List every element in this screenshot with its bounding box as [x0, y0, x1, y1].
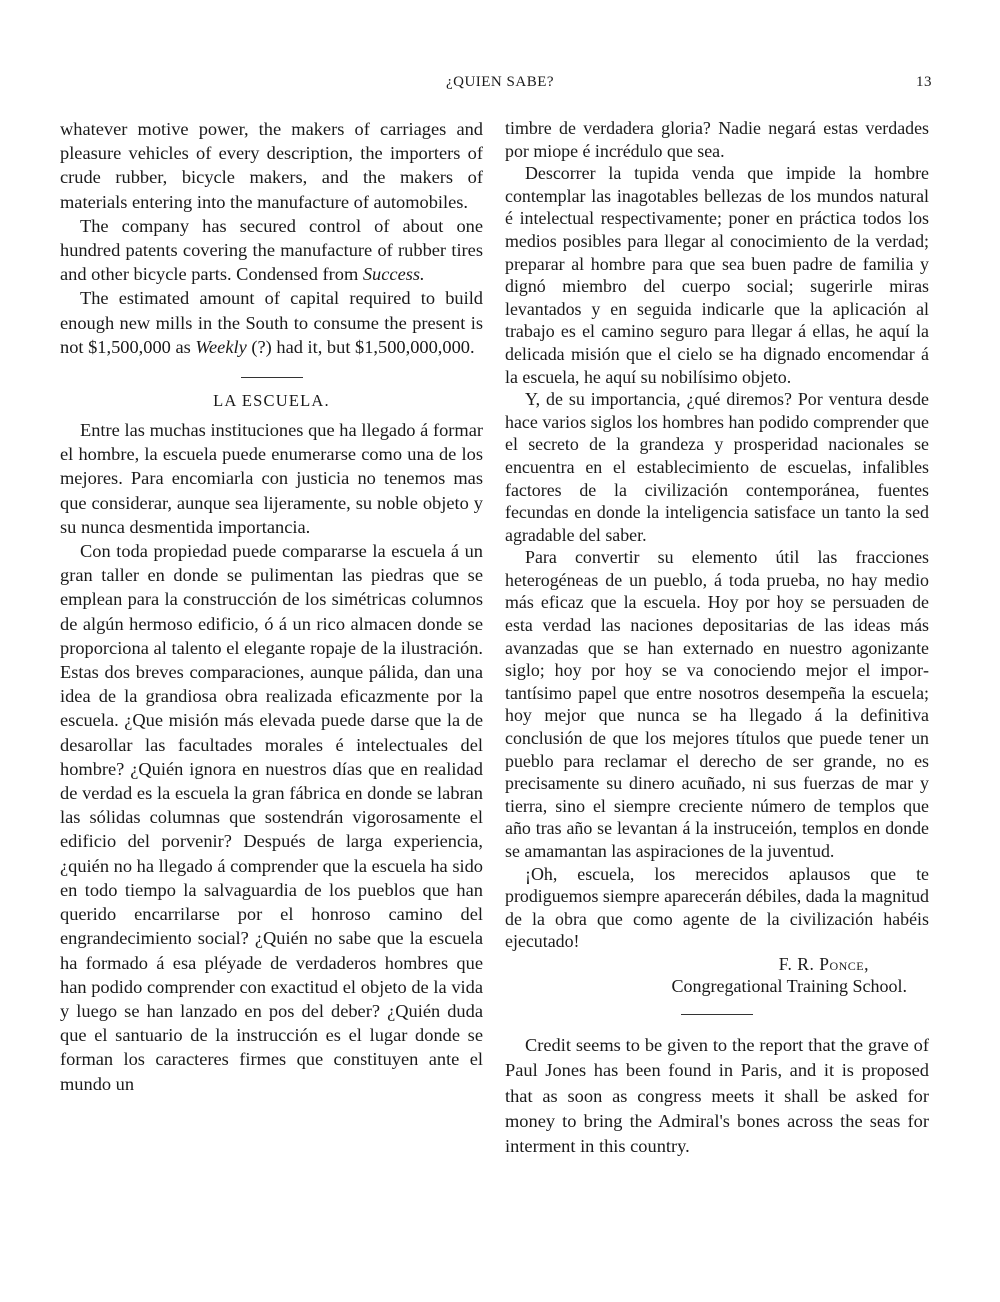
paragraph-patents: [60, 214, 483, 287]
paragraph-escuela-taller: Con toda propiedad puede compararse la escuela á un gran taller en donde se pulimentan las piedras que se emplean para la construcción de los simétricas columnos de algún hermoso edificio, ó á un rico almacen donde se proporciona al talento el elegante ropaje de la ilustración. Estas dos breves comparaciones, aunque pálida, dan una idea de la grandiosa obra realizada eficazmente por la escuela. ¿Que misión más elevada puede darse que la de desarollar las facultades morales é intelectuales del hombre? ¿Quién ignora en nuestros días que en realidad de verdad es la escuela la gran fábrica en donde se labran las sólidas columnas que sostendrán vigorosamente el edificio del porvenir? Después de larga experiencia, ¿quién no ha llegado á comprender que la escuela ha sido en todo tiempo la salvaguardia de los pueblos que han querido encarrilarse por el honroso camino del engrandecimiento social? ¿Quién no sabe que la escuela ha formado á esa pléyade de verdaderos hombres que han podido comprender con exactitud el objeto de la vida y luego se han lanzado en pos del deber? ¿Quién duda que el santuario de la instrucción es el lugar donde se forman los caracteres firmes que constituyen ante el mundo un: [60, 541, 483, 1094]
signature-school: Congregational Training School.: [671, 975, 907, 996]
page-header: [0, 74, 1000, 98]
paragraph-descorrer: Descorrer la tupida venda que impide la hombre contemplar las inagotables bellezas de los mundos natural é intelectual respectivamente; poner en práctica todos los medios posibles para llegar al conocimiento de la verdad; preparar al hombre para que sea buen padre de familia y dignó miembro del cuerpo social; sugerirle miras levantados y en seguida indicarle que la aplicación al trabajo es el camino seguro para llegar á ellas, he aquí la delicada misión que el cielo se ha dignado encomendar á la escuela, he aquí su nobilísimo objeto.: [505, 163, 929, 387]
paragraph-paul-jones: Credit seems to be given to the report that the grave of Paul Jones has been found in Paris, and it is proposed that as soon as congress meets it shall be asked for money to bring the Admiral's bones across the seas for interment in this country.: [505, 1034, 929, 1157]
paragraph-automobile-makers: whatever motive power, the makers of carriages and pleasure vehicles of every description, the importers of crude rubber, bicycle makers, and the makers of materials entering into the manufacture of automobiles.: [60, 119, 483, 212]
paragraph-convertir: Para convertir su elemento útil las fracciones heterogéneas de un pueblo, á toda prueba, no hay medio más eficaz que la escuela. Hoy por hoy se persuaden de esta verdad las naciones depositarias de las ideas más avanzadas que se han externado en nuestro agonizante siglo; hoy por hoy se va conociendo mejor el importantísimo papel que entre nosotros desempeña la escuela; hoy mejor que nunca se ha llegado á la definitiva conclusión de que los mejores títulos que puede tener un pueblo para reclamar el derecho de ser grande, no es precisamente su dinero acuñado, ni sus fuerzas de mar y tierra, sino el siempre creciente número de templos que año tras año se levantan á la instruceión, templos en donde se amamantan las aspiraciones de la juventud.: [505, 547, 929, 861]
running-title: ¿QUIEN SABE?: [445, 74, 555, 90]
section-divider: [241, 377, 303, 378]
section-title: LA ESCUELA.: [213, 391, 330, 411]
page-number: 13: [916, 74, 932, 90]
source-weekly: Weekly: [195, 336, 247, 357]
paragraph-importancia: Y, de su importancia, ¿qué diremos? Por ventura desde hace varios siglos los hombres han podido comprender que el secreto de la grandeza y prosperidad nacionales se encuentra en el establecimiento de escuelas, infalibles factores de la civilización contemporánea, fuentes fecundas en donde la inteligencia satisface un tanto la sed agradable del saber.: [505, 389, 929, 545]
paragraph-mills-end: (?) had it, but $1,500,000,000.: [246, 336, 475, 357]
paragraph-mills-capital: [60, 286, 483, 359]
paragraph-timbre: timbre de verdadera gloria? Nadie negará estas verdades por miope é incrédulo que sea.: [505, 118, 929, 161]
left-column: [60, 117, 483, 1096]
source-success: Success.: [362, 264, 425, 285]
paragraph-patents-text: The company has secured control of about one hundred patents covering the manufacture of rubber tires and other bicycle parts. Condensed from: [60, 215, 483, 285]
article-divider: [681, 1014, 753, 1015]
paragraph-mills-text: The estimated amount of capital required to build enough new mills in the South to consume the present is not $1,500,000 as: [60, 288, 483, 357]
paragraph-oh-escuela: ¡Oh, escuela, los merecidos aplausos que te prodiguemos siempre aparecerán débiles, dada la magnitud de la obra que como agente de la civilización habéis ejecutado!: [505, 863, 929, 952]
paragraph-escuela-intro: Entre las muchas instituciones que ha llegado á formar el hombre, la escuela puede enumerarse como una de los mejores. Para encomiarla con justicia no tenemos mas que considerar, aunque sea lijeramente, su noble objeto y su nunca desmentida importancia.: [60, 420, 483, 537]
signature-name: F. R. Ponce,: [778, 953, 869, 974]
right-column: [505, 117, 929, 1159]
